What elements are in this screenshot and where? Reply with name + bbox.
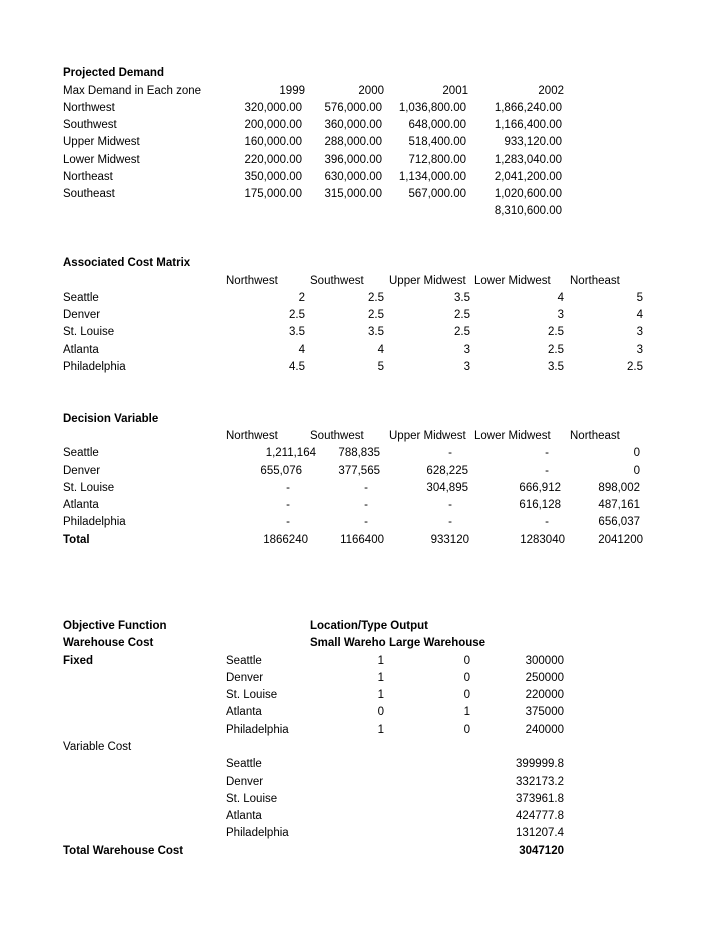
small-flag: 1 — [377, 672, 384, 684]
cost-cell: 5 — [636, 292, 643, 304]
demand-zone: Upper Midwest — [63, 136, 140, 148]
large-flag: 0 — [463, 724, 470, 736]
demand-cell: 1,866,240.00 — [494, 102, 562, 114]
demand-total: 8,310,600.00 — [494, 205, 562, 217]
demand-cell: 2,041,200.00 — [494, 171, 562, 183]
cost-cell: 3 — [557, 309, 564, 321]
cost-cell: 3 — [636, 326, 643, 338]
variable-cost: 332173.2 — [516, 776, 564, 788]
decision-col-header: Southwest — [310, 430, 364, 442]
decision-cell: 655,076 — [260, 465, 302, 477]
decision-row-city: Seattle — [63, 447, 99, 459]
decision-total: 2041200 — [598, 534, 643, 546]
decision-cell: 487,161 — [598, 499, 640, 511]
fixed-row-city: Atlanta — [226, 706, 262, 718]
fixed-cost: 300000 — [525, 655, 564, 667]
cost-row-city: Denver — [63, 309, 101, 321]
decision-row-city: Philadelphia — [63, 516, 126, 528]
cost-cell: 2.5 — [289, 309, 305, 321]
cost-cell: 3 — [463, 344, 470, 356]
decision-col-header: Lower Midwest — [474, 430, 551, 442]
demand-cell: 360,000.00 — [324, 119, 382, 131]
objective-title: Objective Function — [63, 620, 167, 632]
demand-cell: 288,000.00 — [324, 136, 382, 148]
demand-cell: 1,020,600.00 — [494, 188, 562, 200]
demand-cell: 712,800.00 — [408, 154, 466, 166]
cost-row-city: St. Louise — [63, 326, 115, 338]
cost-col-header: Southwest — [310, 275, 364, 287]
location-type-header: Location/Type Output — [310, 620, 428, 632]
fixed-cost: 250000 — [525, 672, 564, 684]
demand-cell: 1,134,000.00 — [398, 171, 466, 183]
large-flag: 0 — [463, 689, 470, 701]
cost-cell: 2.5 — [454, 326, 470, 338]
decision-col-header: Northwest — [226, 430, 278, 442]
large-warehouse-header: Large Warehouse — [389, 637, 486, 649]
decision-cell: - — [545, 447, 549, 459]
demand-cell: 160,000.00 — [244, 136, 302, 148]
decision-cell: 0 — [633, 447, 640, 459]
demand-cell: 396,000.00 — [324, 154, 382, 166]
cost-cell: 4 — [377, 344, 384, 356]
cost-cell: 4 — [636, 309, 643, 321]
small-flag: 0 — [377, 706, 384, 718]
decision-cell: 788,835 — [338, 447, 380, 459]
large-flag: 0 — [463, 655, 470, 667]
year-header: 2002 — [538, 85, 564, 97]
cost-col-header: Northeast — [570, 275, 620, 287]
decision-row-city: St. Louise — [63, 482, 115, 494]
fixed-cost: 375000 — [525, 706, 564, 718]
variable-row-city: Philadelphia — [226, 827, 289, 839]
demand-cell: 315,000.00 — [324, 188, 382, 200]
cost-cell: 2.5 — [368, 292, 384, 304]
cost-cell: 2.5 — [627, 361, 643, 373]
decision-cell: - — [286, 499, 290, 511]
decision-cell: - — [448, 499, 452, 511]
demand-cell: 175,000.00 — [244, 188, 302, 200]
small-warehouse-header: Small Wareho — [310, 637, 386, 649]
cost-row-city: Seattle — [63, 292, 99, 304]
cost-cell: 3.5 — [289, 326, 305, 338]
cost-col-header: Lower Midwest — [474, 275, 551, 287]
cost-col-header: Northwest — [226, 275, 278, 287]
demand-cell: 576,000.00 — [324, 102, 382, 114]
variable-cost: 424777.8 — [516, 810, 564, 822]
demand-cell: 933,120.00 — [504, 136, 562, 148]
fixed-row-city: Philadelphia — [226, 724, 289, 736]
decision-cell: - — [364, 482, 368, 494]
large-flag: 0 — [463, 672, 470, 684]
variable-cost-label: Variable Cost — [63, 741, 132, 753]
demand-zone: Northwest — [63, 102, 115, 114]
cost-matrix-title: Associated Cost Matrix — [63, 257, 191, 269]
year-header: 2000 — [358, 85, 384, 97]
warehouse-cost-label: Warehouse Cost — [63, 637, 154, 649]
demand-cell: 320,000.00 — [244, 102, 302, 114]
cost-cell: 4 — [298, 344, 305, 356]
cost-cell: 4 — [557, 292, 564, 304]
cost-cell: 3.5 — [454, 292, 470, 304]
small-flag: 1 — [377, 689, 384, 701]
demand-cell: 630,000.00 — [324, 171, 382, 183]
decision-cell: - — [448, 447, 452, 459]
cost-cell: 2.5 — [548, 344, 564, 356]
demand-zone: Northeast — [63, 171, 113, 183]
decision-cell: 898,002 — [598, 482, 640, 494]
decision-cell: 0 — [633, 465, 640, 477]
variable-row-city: Atlanta — [226, 810, 262, 822]
variable-cost: 131207.4 — [516, 827, 564, 839]
cost-cell: 5 — [377, 361, 384, 373]
demand-cell: 220,000.00 — [244, 154, 302, 166]
decision-cell: 666,912 — [519, 482, 561, 494]
demand-zone: Southwest — [63, 119, 117, 131]
variable-row-city: St. Louise — [226, 793, 278, 805]
fixed-cost: 240000 — [525, 724, 564, 736]
decision-row-city: Denver — [63, 465, 101, 477]
variable-cost: 399999.8 — [516, 758, 564, 770]
cost-row-city: Atlanta — [63, 344, 99, 356]
cost-cell: 2 — [298, 292, 305, 304]
decision-cell: 656,037 — [598, 516, 640, 528]
variable-row-city: Denver — [226, 776, 264, 788]
variable-cost: 373961.8 — [516, 793, 564, 805]
cost-cell: 3 — [463, 361, 470, 373]
demand-zone: Lower Midwest — [63, 154, 140, 166]
cost-col-header: Upper Midwest — [389, 275, 466, 287]
cost-row-city: Philadelphia — [63, 361, 126, 373]
fixed-cost: 220000 — [525, 689, 564, 701]
demand-cell: 200,000.00 — [244, 119, 302, 131]
decision-cell: - — [545, 465, 549, 477]
decision-total: 1283040 — [520, 534, 565, 546]
decision-col-header: Northeast — [570, 430, 620, 442]
small-flag: 1 — [377, 724, 384, 736]
fixed-row-city: Seattle — [226, 655, 262, 667]
small-flag: 1 — [377, 655, 384, 667]
demand-cell: 518,400.00 — [408, 136, 466, 148]
decision-total-label: Total — [63, 534, 90, 546]
variable-row-city: Seattle — [226, 758, 262, 770]
demand-title: Projected Demand — [63, 67, 164, 79]
demand-cell: 648,000.00 — [408, 119, 466, 131]
total-warehouse-cost-value: 3047120 — [519, 845, 564, 857]
demand-cell: 350,000.00 — [244, 171, 302, 183]
demand-cell: 1,036,800.00 — [398, 102, 466, 114]
decision-cell: - — [448, 516, 452, 528]
decision-total: 933120 — [430, 534, 469, 546]
large-flag: 1 — [463, 706, 470, 718]
fixed-row-city: St. Louise — [226, 689, 278, 701]
demand-cell: 567,000.00 — [408, 188, 466, 200]
cost-cell: 4.5 — [289, 361, 305, 373]
decision-cell: - — [364, 516, 368, 528]
decision-cell: 616,128 — [519, 499, 561, 511]
decision-total: 1166400 — [340, 534, 384, 546]
cost-cell: 3.5 — [368, 326, 384, 338]
decision-title: Decision Variable — [63, 413, 159, 425]
year-header: 1999 — [279, 85, 305, 97]
demand-cell: 1,283,040.00 — [494, 154, 562, 166]
demand-header-label: Max Demand in Each zone — [63, 85, 202, 97]
decision-cell: - — [286, 516, 290, 528]
demand-cell: 1,166,400.00 — [494, 119, 562, 131]
total-warehouse-cost-label: Total Warehouse Cost — [63, 845, 184, 857]
cost-cell: 2.5 — [454, 309, 470, 321]
decision-cell: 377,565 — [338, 465, 380, 477]
decision-row-city: Atlanta — [63, 499, 99, 511]
decision-cell: - — [364, 499, 368, 511]
decision-cell: 304,895 — [426, 482, 468, 494]
demand-zone: Southeast — [63, 188, 115, 200]
cost-cell: 2.5 — [368, 309, 384, 321]
decision-cell: 1,211,164 — [265, 447, 316, 459]
decision-total: 1866240 — [263, 534, 308, 546]
decision-cell: - — [545, 516, 549, 528]
cost-cell: 2.5 — [548, 326, 564, 338]
decision-col-header: Upper Midwest — [389, 430, 466, 442]
year-header: 2001 — [442, 85, 468, 97]
cost-cell: 3 — [636, 344, 643, 356]
decision-cell: - — [286, 482, 290, 494]
cost-cell: 3.5 — [548, 361, 564, 373]
fixed-row-city: Denver — [226, 672, 264, 684]
decision-cell: 628,225 — [426, 465, 468, 477]
fixed-label: Fixed — [63, 655, 94, 667]
